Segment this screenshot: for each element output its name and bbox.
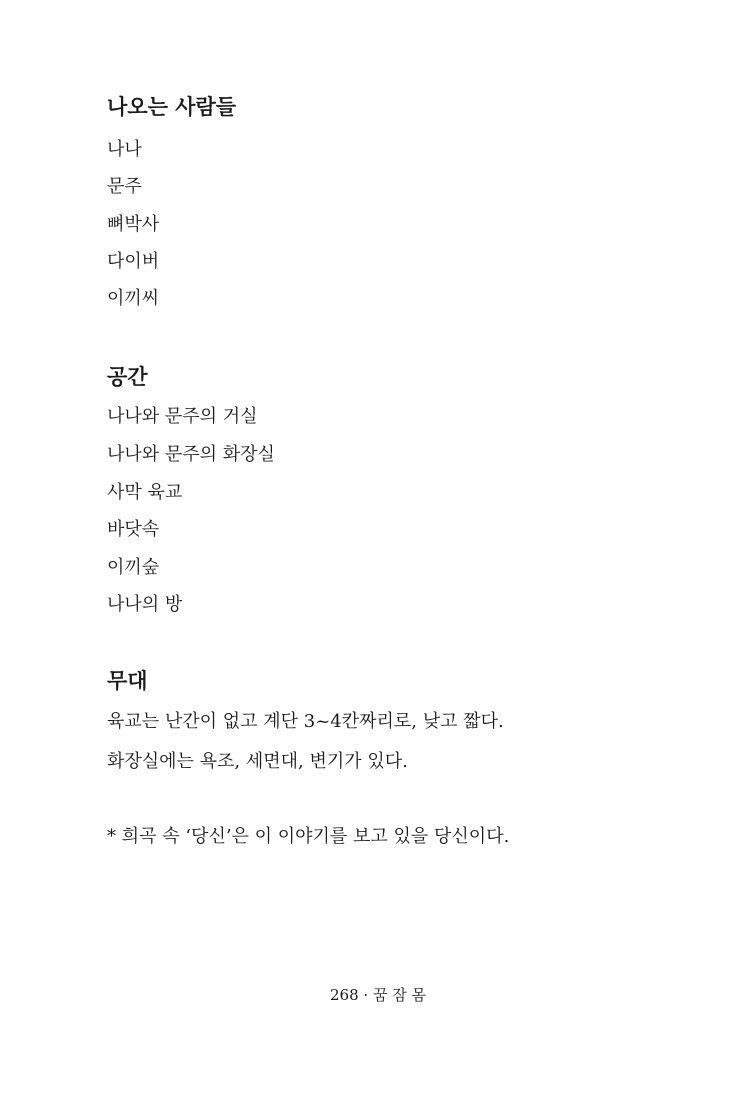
list-item: 나나와 문주의 거실 bbox=[107, 406, 258, 427]
list-item: 다이버 bbox=[107, 251, 160, 272]
section-heading: 나오는 사람들 bbox=[107, 95, 237, 119]
list-item: 문주 bbox=[107, 176, 142, 197]
section-heading: 공간 bbox=[107, 365, 148, 389]
footnote: * 희곡 속 ‘당신’은 이 이야기를 보고 있을 당신이다. bbox=[107, 826, 510, 847]
list-item: 이끼숲 bbox=[107, 557, 160, 578]
section-heading: 무대 bbox=[107, 669, 148, 693]
list-item: 나나 bbox=[107, 139, 142, 160]
list-item: 나나와 문주의 화장실 bbox=[107, 444, 275, 465]
list-item: 바닷속 bbox=[107, 519, 160, 540]
page-footer: 268 · 꿈 잠 몸 bbox=[330, 986, 426, 1004]
paragraph: 육교는 난간이 없고 계단 3~4칸짜리로, 낮고 짧다. bbox=[107, 711, 504, 732]
list-item: 뼈박사 bbox=[107, 214, 160, 235]
paragraph: 화장실에는 욕조, 세면대, 변기가 있다. bbox=[107, 751, 408, 772]
list-item: 이끼씨 bbox=[107, 288, 160, 309]
list-item: 나나의 방 bbox=[107, 594, 183, 615]
list-item: 사막 육교 bbox=[107, 482, 183, 503]
